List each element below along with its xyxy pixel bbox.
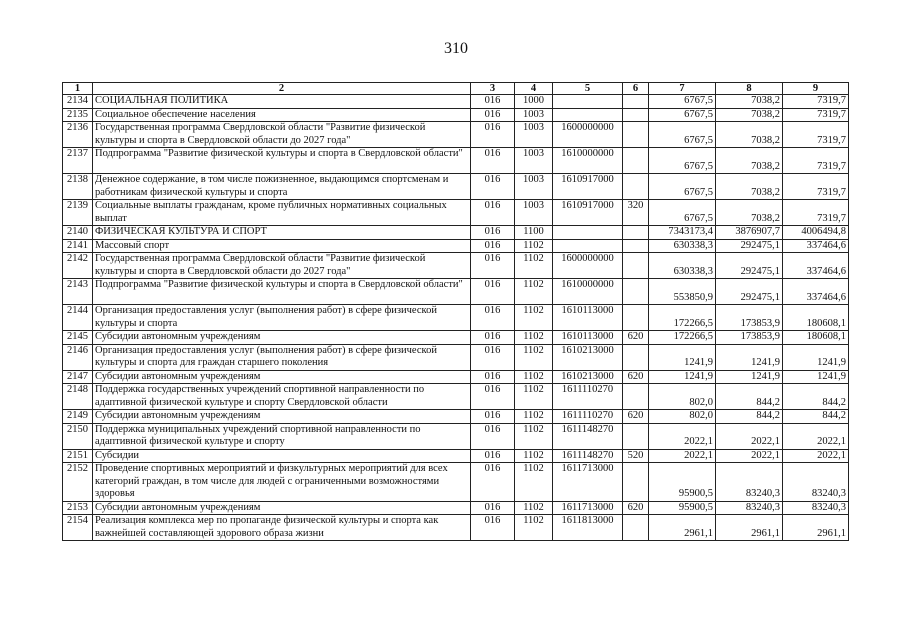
code-3: 016 bbox=[471, 331, 515, 345]
value-9: 844,2 bbox=[783, 384, 849, 410]
code-4: 1003 bbox=[515, 108, 553, 122]
table-row bbox=[63, 108, 849, 122]
code-4: 1102 bbox=[515, 305, 553, 331]
code-6: 320 bbox=[623, 200, 649, 226]
row-number: 2150 bbox=[63, 423, 93, 449]
row-number: 2136 bbox=[63, 122, 93, 148]
value-8: 844,2 bbox=[716, 384, 783, 410]
value-9: 1241,9 bbox=[783, 370, 849, 384]
value-8: 292475,1 bbox=[716, 239, 783, 253]
code-6: 620 bbox=[623, 410, 649, 424]
code-6: 620 bbox=[623, 501, 649, 515]
value-8: 292475,1 bbox=[716, 279, 783, 305]
code-4: 1102 bbox=[515, 463, 553, 502]
row-name: Организация предоставления услуг (выполнения работ) в сфере физической культуры и спорта bbox=[93, 305, 471, 331]
row-name: Поддержка муниципальных учреждений спортивной направленности по адаптивной физической культуре и спорту bbox=[93, 423, 471, 449]
code-3: 016 bbox=[471, 239, 515, 253]
row-name: Субсидии автономным учреждениям bbox=[93, 501, 471, 515]
value-8: 7038,2 bbox=[716, 148, 783, 174]
table-row bbox=[63, 423, 849, 449]
row-number: 2146 bbox=[63, 344, 93, 370]
code-5: 1610917000 bbox=[553, 174, 623, 200]
value-7: 172266,5 bbox=[649, 331, 716, 345]
value-7: 2022,1 bbox=[649, 423, 716, 449]
code-6 bbox=[623, 384, 649, 410]
value-8: 1241,9 bbox=[716, 370, 783, 384]
code-3: 016 bbox=[471, 449, 515, 463]
column-header: 1 bbox=[63, 83, 93, 95]
code-5: 1610213000 bbox=[553, 370, 623, 384]
value-7: 6767,5 bbox=[649, 200, 716, 226]
row-number: 2151 bbox=[63, 449, 93, 463]
column-header: 7 bbox=[649, 83, 716, 95]
row-name: Субсидии bbox=[93, 449, 471, 463]
code-4: 1102 bbox=[515, 449, 553, 463]
code-4: 1003 bbox=[515, 200, 553, 226]
code-4: 1003 bbox=[515, 122, 553, 148]
value-9: 2961,1 bbox=[783, 515, 849, 541]
table-row bbox=[63, 305, 849, 331]
row-number: 2149 bbox=[63, 410, 93, 424]
column-header: 2 bbox=[93, 83, 471, 95]
code-6 bbox=[623, 226, 649, 240]
code-5: 1611713000 bbox=[553, 463, 623, 502]
value-9: 1241,9 bbox=[783, 344, 849, 370]
row-name: Субсидии автономным учреждениям bbox=[93, 410, 471, 424]
code-6 bbox=[623, 122, 649, 148]
value-9: 2022,1 bbox=[783, 449, 849, 463]
row-number: 2145 bbox=[63, 331, 93, 345]
table-row bbox=[63, 95, 849, 109]
value-7: 6767,5 bbox=[649, 95, 716, 109]
code-4: 1102 bbox=[515, 384, 553, 410]
column-header: 8 bbox=[716, 83, 783, 95]
code-5: 1610000000 bbox=[553, 279, 623, 305]
table-row bbox=[63, 410, 849, 424]
value-8: 3876907,7 bbox=[716, 226, 783, 240]
value-8: 173853,9 bbox=[716, 305, 783, 331]
value-8: 2961,1 bbox=[716, 515, 783, 541]
value-7: 2022,1 bbox=[649, 449, 716, 463]
value-8: 173853,9 bbox=[716, 331, 783, 345]
value-9: 7319,7 bbox=[783, 174, 849, 200]
value-8: 292475,1 bbox=[716, 253, 783, 279]
row-number: 2134 bbox=[63, 95, 93, 109]
code-3: 016 bbox=[471, 370, 515, 384]
row-number: 2142 bbox=[63, 253, 93, 279]
code-5: 1611148270 bbox=[553, 423, 623, 449]
code-5: 1610917000 bbox=[553, 200, 623, 226]
value-7: 7343173,4 bbox=[649, 226, 716, 240]
table-row bbox=[63, 239, 849, 253]
code-6: 620 bbox=[623, 331, 649, 345]
row-number: 2137 bbox=[63, 148, 93, 174]
value-8: 7038,2 bbox=[716, 108, 783, 122]
value-7: 1241,9 bbox=[649, 370, 716, 384]
row-number: 2153 bbox=[63, 501, 93, 515]
row-name: Денежное содержание, в том числе пожизненное, выдающимся спортсменам и работникам физической культуры и спорта bbox=[93, 174, 471, 200]
code-4: 1102 bbox=[515, 253, 553, 279]
value-7: 6767,5 bbox=[649, 122, 716, 148]
value-9: 180608,1 bbox=[783, 305, 849, 331]
value-8: 2022,1 bbox=[716, 449, 783, 463]
value-9: 7319,7 bbox=[783, 122, 849, 148]
row-name: ФИЗИЧЕСКАЯ КУЛЬТУРА И СПОРТ bbox=[93, 226, 471, 240]
table-row bbox=[63, 226, 849, 240]
value-7: 95900,5 bbox=[649, 501, 716, 515]
table-row bbox=[63, 331, 849, 345]
code-6 bbox=[623, 463, 649, 502]
code-4: 1102 bbox=[515, 239, 553, 253]
code-5: 1610000000 bbox=[553, 148, 623, 174]
code-6 bbox=[623, 148, 649, 174]
row-name: Реализация комплекса мер по пропаганде физической культуры и спорта как важнейшей составляющей здорового образа жизни bbox=[93, 515, 471, 541]
value-9: 7319,7 bbox=[783, 148, 849, 174]
row-number: 2140 bbox=[63, 226, 93, 240]
code-4: 1102 bbox=[515, 344, 553, 370]
code-3: 016 bbox=[471, 122, 515, 148]
code-5 bbox=[553, 226, 623, 240]
code-5: 1600000000 bbox=[553, 122, 623, 148]
row-name: Социальное обеспечение населения bbox=[93, 108, 471, 122]
table-row bbox=[63, 253, 849, 279]
row-name: Государственная программа Свердловской области "Развитие физической культуры и спорта в Свердловской области до 2027 года" bbox=[93, 122, 471, 148]
code-4: 1102 bbox=[515, 279, 553, 305]
value-9: 337464,6 bbox=[783, 253, 849, 279]
code-3: 016 bbox=[471, 463, 515, 502]
code-6 bbox=[623, 344, 649, 370]
header-row bbox=[63, 83, 849, 95]
value-7: 630338,3 bbox=[649, 253, 716, 279]
value-8: 83240,3 bbox=[716, 501, 783, 515]
table-row bbox=[63, 370, 849, 384]
value-8: 7038,2 bbox=[716, 174, 783, 200]
row-name: СОЦИАЛЬНАЯ ПОЛИТИКА bbox=[93, 95, 471, 109]
value-8: 1241,9 bbox=[716, 344, 783, 370]
value-7: 6767,5 bbox=[649, 148, 716, 174]
table-row bbox=[63, 344, 849, 370]
code-3: 016 bbox=[471, 253, 515, 279]
code-3: 016 bbox=[471, 95, 515, 109]
code-3: 016 bbox=[471, 148, 515, 174]
table-row bbox=[63, 200, 849, 226]
code-5: 1600000000 bbox=[553, 253, 623, 279]
value-7: 95900,5 bbox=[649, 463, 716, 502]
column-header: 4 bbox=[515, 83, 553, 95]
code-4: 1100 bbox=[515, 226, 553, 240]
row-number: 2148 bbox=[63, 384, 93, 410]
value-9: 337464,6 bbox=[783, 239, 849, 253]
code-3: 016 bbox=[471, 200, 515, 226]
value-7: 6767,5 bbox=[649, 108, 716, 122]
row-name: Государственная программа Свердловской области "Развитие физической культуры и спорта в Свердловской области до 2027 года" bbox=[93, 253, 471, 279]
value-9: 180608,1 bbox=[783, 331, 849, 345]
row-name: Проведение спортивных мероприятий и физкультурных мероприятий для всех категорий граждан, в том числе для людей с ограниченными возможностями здоровья bbox=[93, 463, 471, 502]
value-9: 7319,7 bbox=[783, 200, 849, 226]
value-9: 7319,7 bbox=[783, 95, 849, 109]
column-header: 6 bbox=[623, 83, 649, 95]
row-name: Подпрограмма "Развитие физической культуры и спорта в Свердловской области" bbox=[93, 148, 471, 174]
code-5: 1610213000 bbox=[553, 344, 623, 370]
code-6 bbox=[623, 279, 649, 305]
table-row bbox=[63, 122, 849, 148]
code-5: 1611813000 bbox=[553, 515, 623, 541]
code-6 bbox=[623, 423, 649, 449]
value-8: 83240,3 bbox=[716, 463, 783, 502]
value-8: 7038,2 bbox=[716, 95, 783, 109]
row-name: Подпрограмма "Развитие физической культуры и спорта в Свердловской области" bbox=[93, 279, 471, 305]
value-8: 7038,2 bbox=[716, 200, 783, 226]
table-row bbox=[63, 449, 849, 463]
value-7: 172266,5 bbox=[649, 305, 716, 331]
row-number: 2135 bbox=[63, 108, 93, 122]
table-row bbox=[63, 174, 849, 200]
code-6 bbox=[623, 253, 649, 279]
value-7: 802,0 bbox=[649, 410, 716, 424]
row-number: 2143 bbox=[63, 279, 93, 305]
code-4: 1102 bbox=[515, 501, 553, 515]
value-7: 6767,5 bbox=[649, 174, 716, 200]
code-5: 1611110270 bbox=[553, 384, 623, 410]
code-5 bbox=[553, 108, 623, 122]
code-4: 1102 bbox=[515, 370, 553, 384]
value-8: 844,2 bbox=[716, 410, 783, 424]
row-number: 2144 bbox=[63, 305, 93, 331]
value-7: 802,0 bbox=[649, 384, 716, 410]
code-6 bbox=[623, 239, 649, 253]
code-3: 016 bbox=[471, 423, 515, 449]
table-row bbox=[63, 501, 849, 515]
value-7: 553850,9 bbox=[649, 279, 716, 305]
code-5: 1611110270 bbox=[553, 410, 623, 424]
code-6 bbox=[623, 515, 649, 541]
value-8: 2022,1 bbox=[716, 423, 783, 449]
value-9: 83240,3 bbox=[783, 463, 849, 502]
row-name: Субсидии автономным учреждениям bbox=[93, 331, 471, 345]
code-6 bbox=[623, 95, 649, 109]
budget-table bbox=[62, 82, 849, 541]
code-6: 520 bbox=[623, 449, 649, 463]
code-6 bbox=[623, 305, 649, 331]
column-header: 3 bbox=[471, 83, 515, 95]
row-number: 2154 bbox=[63, 515, 93, 541]
code-4: 1102 bbox=[515, 410, 553, 424]
value-9: 2022,1 bbox=[783, 423, 849, 449]
value-7: 630338,3 bbox=[649, 239, 716, 253]
table-body bbox=[63, 95, 849, 541]
value-9: 337464,6 bbox=[783, 279, 849, 305]
code-4: 1003 bbox=[515, 174, 553, 200]
code-4: 1102 bbox=[515, 331, 553, 345]
code-6 bbox=[623, 108, 649, 122]
code-3: 016 bbox=[471, 108, 515, 122]
code-3: 016 bbox=[471, 515, 515, 541]
code-4: 1102 bbox=[515, 515, 553, 541]
code-6 bbox=[623, 174, 649, 200]
code-5: 1610113000 bbox=[553, 331, 623, 345]
value-7: 2961,1 bbox=[649, 515, 716, 541]
code-4: 1102 bbox=[515, 423, 553, 449]
code-3: 016 bbox=[471, 279, 515, 305]
row-name: Поддержка государственных учреждений спортивной направленности по адаптивной физической культуре и спорту Свердловской области bbox=[93, 384, 471, 410]
code-5 bbox=[553, 95, 623, 109]
row-name: Социальные выплаты гражданам, кроме публичных нормативных социальных выплат bbox=[93, 200, 471, 226]
code-6: 620 bbox=[623, 370, 649, 384]
code-5 bbox=[553, 239, 623, 253]
page-number: 310 bbox=[444, 40, 468, 57]
value-9: 83240,3 bbox=[783, 501, 849, 515]
value-7: 1241,9 bbox=[649, 344, 716, 370]
code-5: 1610113000 bbox=[553, 305, 623, 331]
code-3: 016 bbox=[471, 501, 515, 515]
table-row bbox=[63, 148, 849, 174]
code-4: 1003 bbox=[515, 148, 553, 174]
code-3: 016 bbox=[471, 174, 515, 200]
code-4: 1000 bbox=[515, 95, 553, 109]
code-3: 016 bbox=[471, 344, 515, 370]
value-9: 844,2 bbox=[783, 410, 849, 424]
row-number: 2138 bbox=[63, 174, 93, 200]
column-header: 5 bbox=[553, 83, 623, 95]
row-name: Организация предоставления услуг (выполнения работ) в сфере физической культуры и спорта для граждан старшего поколения bbox=[93, 344, 471, 370]
table-row bbox=[63, 279, 849, 305]
code-3: 016 bbox=[471, 384, 515, 410]
code-3: 016 bbox=[471, 226, 515, 240]
table-row bbox=[63, 515, 849, 541]
code-3: 016 bbox=[471, 410, 515, 424]
value-9: 4006494,8 bbox=[783, 226, 849, 240]
row-number: 2152 bbox=[63, 463, 93, 502]
row-name: Субсидии автономным учреждениям bbox=[93, 370, 471, 384]
value-9: 7319,7 bbox=[783, 108, 849, 122]
table-row bbox=[63, 384, 849, 410]
value-8: 7038,2 bbox=[716, 122, 783, 148]
row-number: 2147 bbox=[63, 370, 93, 384]
code-3: 016 bbox=[471, 305, 515, 331]
column-header: 9 bbox=[783, 83, 849, 95]
row-name: Массовый спорт bbox=[93, 239, 471, 253]
row-number: 2141 bbox=[63, 239, 93, 253]
code-5: 1611148270 bbox=[553, 449, 623, 463]
row-number: 2139 bbox=[63, 200, 93, 226]
table-row bbox=[63, 463, 849, 502]
code-5: 1611713000 bbox=[553, 501, 623, 515]
